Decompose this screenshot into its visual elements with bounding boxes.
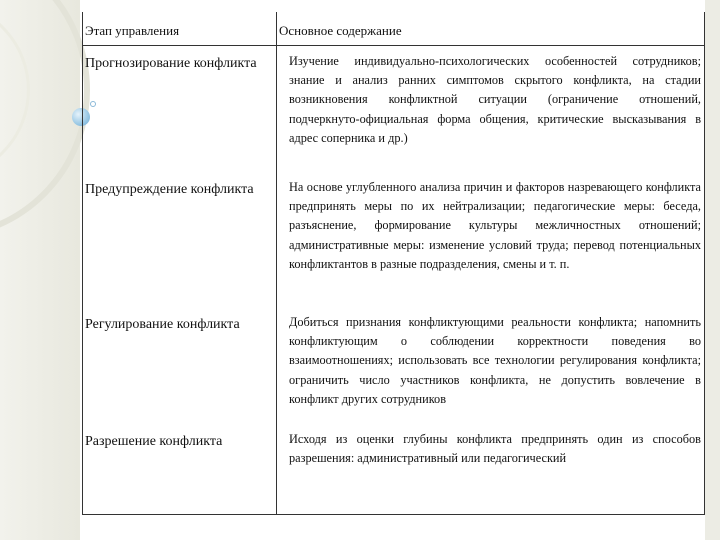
header-stage: Этап управления xyxy=(85,23,180,38)
row-1-content: Изучение индивидуально-психологических особенностей сотрудников; знание и анализ ранних симптомов скрытого конфликта, на стадии возникновения конфликтной ситуации (ограничение отношений, подчеркнуто-официальная форма общения, критические высказывания в адрес соперника и др.) xyxy=(289,54,701,145)
row-4-stage: Разрешение конфликта xyxy=(85,434,223,449)
row-1-stage: Прогнозирование конфликта xyxy=(85,56,257,71)
conflict-management-table xyxy=(82,12,705,515)
header-divider xyxy=(83,45,704,46)
row-3-stage: Регулирование конфликта xyxy=(85,317,240,332)
header-content: Основное содержание xyxy=(279,23,402,38)
slide-right-band xyxy=(705,0,720,540)
row-4-content: Исходя из оценки глубины конфликта предпринять один из способов разрешения: административный или педагогический xyxy=(289,432,701,466)
row-3-content: Добиться признания конфликтующими реальности конфликта; напомнить конфликтующим о соблюдении корректности поведения во взаимоотношениях; использовать все технологии регулирования конфликта; ограничить число участников конфликта, не допустить вовлечение в конфликт других сотрудников xyxy=(289,315,701,406)
row-2-stage: Предупреждение конфликта xyxy=(85,182,254,197)
column-divider xyxy=(276,12,277,515)
row-2-content: На основе углубленного анализа причин и факторов назревающего конфликта предпринять меры по их нейтрализации; педагогические меры: беседа, разъяснение, формирование культуры межличностных отношений; административные меры: изменение условий труда; перевод потенциальных конфликтантов в разные подразделения, смены и т. п. xyxy=(289,180,701,271)
